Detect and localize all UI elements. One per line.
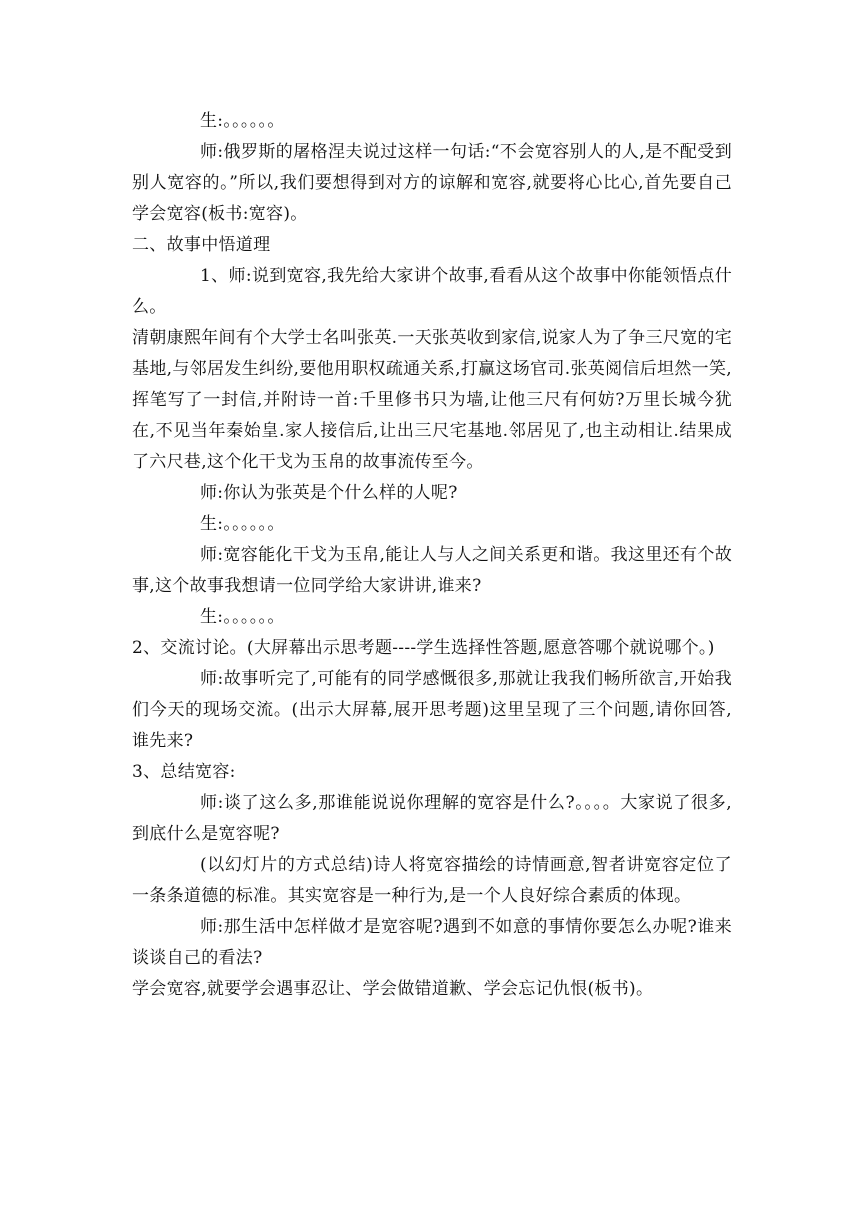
paragraph-teacher-discussion: 师:故事听完了,可能有的同学感慨很多,那就让我我们畅所欲言,开始我们今天的现场交流。(出示大屏幕,展开思考题)这里呈现了三个问题,请你回答,谁先来?: [132, 669, 732, 751]
paragraph-teacher-another-story: 师:宽容能化干戈为玉帛,能让人与人之间关系更和谐。我这里还有个故事,这个故事我想请一位同学给大家讲讲,谁来?: [132, 545, 732, 596]
paragraph-story-intro: 1、师:说到宽容,我先给大家讲个故事,看看从这个故事中你能领悟点什么。: [132, 266, 732, 317]
paragraph-slide-summary: (以幻灯片的方式总结)诗人将宽容描绘的诗情画意,智者讲宽容定位了一条条道德的标准。其实宽容是一种行为,是一个人良好综合素质的体现。: [132, 855, 732, 906]
paragraph-student-reply-3: 生:。。。。。。: [200, 607, 285, 627]
section-item-discussion: 2、交流讨论。(大屏幕出示思考题----学生选择性答题,愿意答哪个就说哪个。): [132, 638, 715, 658]
paragraph-student-reply-1: 生:。。。。。。: [200, 111, 285, 131]
document-body: [132, 106, 732, 1005]
paragraph-student-reply-2: 生:。。。。。。: [200, 514, 285, 534]
paragraph-teacher-summary-question: 师:谈了这么多,那谁能说说你理解的宽容是什么?。。。。大家说了很多,到底什么是宽容呢?: [132, 793, 732, 844]
paragraph-zhang-ying-story: 清朝康熙年间有个大学士名叫张英.一天张英收到家信,说家人为了争三尺宽的宅基地,与邻居发生纠纷,要他用职权疏通关系,打赢这场官司.张英阅信后坦然一笑,挥笔写了一封信,并附诗一首:千里修书只为墙,让他三尺有何妨?万里长城今犹在,不见当年秦始皇.家人接信后,让出三尺宅基地.邻居见了,也主动相让.结果成了六尺巷,这个化干戈为玉帛的故事流传至今。: [132, 328, 732, 472]
paragraph-teacher-quote-turgenev: 师:俄罗斯的屠格涅夫说过这样一句话:“不会宽容别人的人,是不配受到别人宽容的。”所以,我们要想得到对方的谅解和宽容,就要将心比心,首先要自己学会宽容(板书:宽容)。: [132, 142, 732, 224]
section-heading-story: 二、故事中悟道理: [132, 235, 271, 255]
paragraph-teacher-question: 师:你认为张英是个什么样的人呢?: [200, 483, 458, 503]
paragraph-learn-tolerance: 学会宽容,就要学会遇事忍让、学会做错道歉、学会忘记仇恨(板书)。: [132, 979, 654, 999]
section-item-summary: 3、总结宽容:: [132, 762, 236, 782]
paragraph-teacher-life-question: 师:那生活中怎样做才是宽容呢?遇到不如意的事情你要怎么办呢?谁来谈谈自己的看法?: [132, 917, 732, 968]
